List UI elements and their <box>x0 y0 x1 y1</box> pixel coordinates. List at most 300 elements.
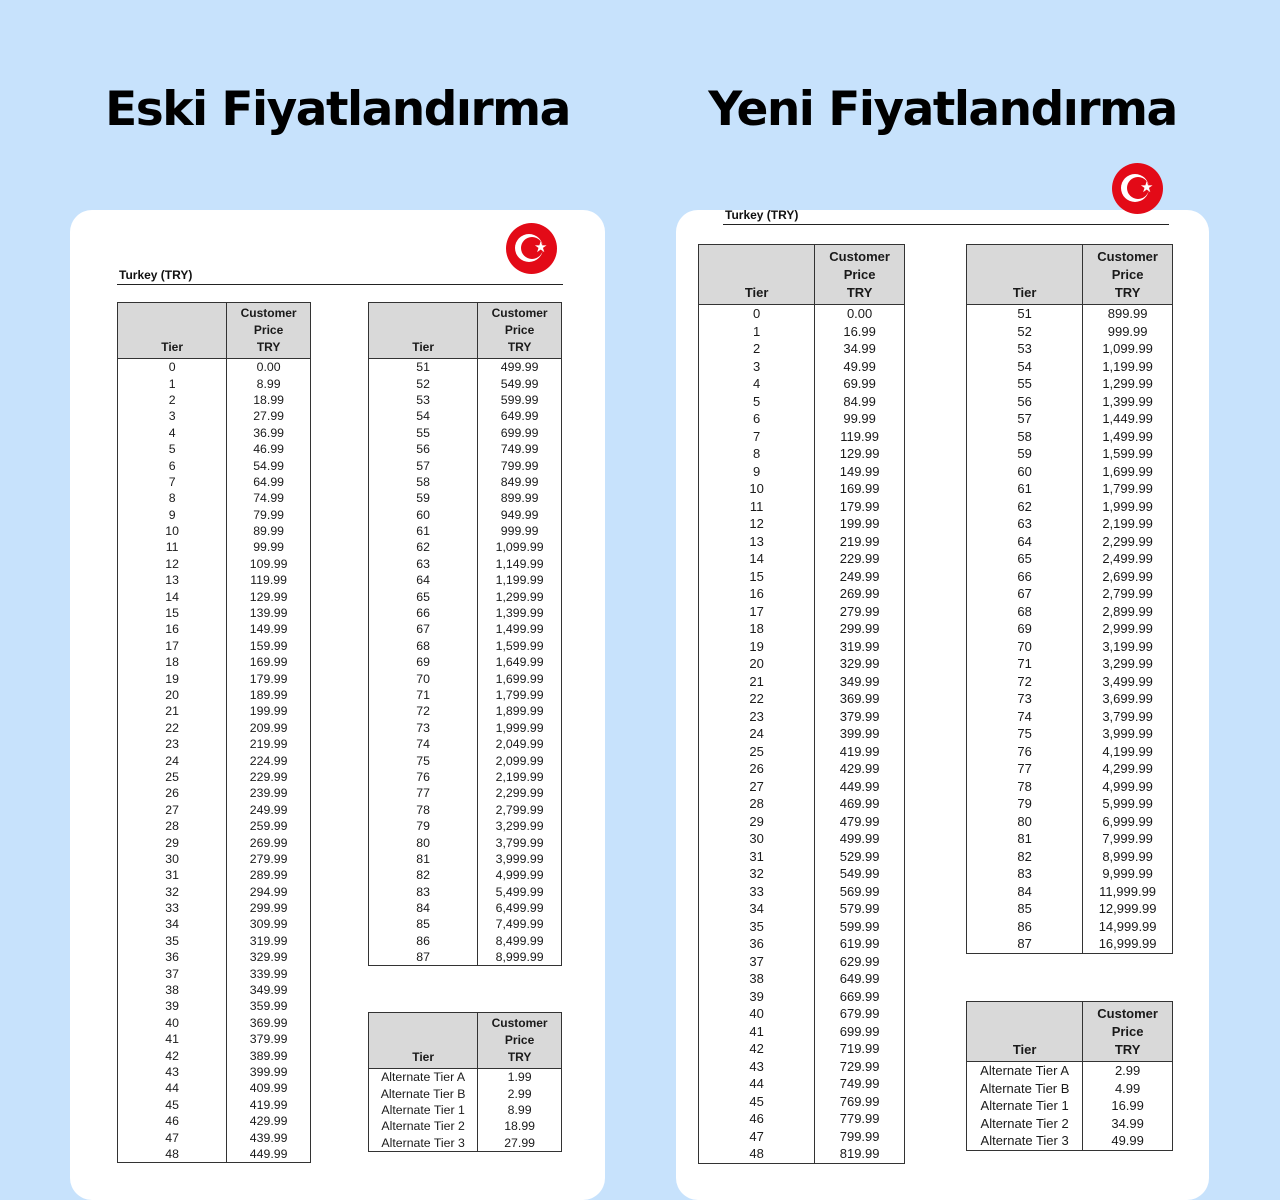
tier-cell: 85 <box>967 900 1083 918</box>
tier-column-header: Tier <box>967 1002 1083 1062</box>
table-row <box>967 393 1173 411</box>
tier-cell: 24 <box>118 752 227 768</box>
price-cell: 2,799.99 <box>478 802 562 818</box>
tier-cell: 8 <box>118 490 227 506</box>
price-cell: 599.99 <box>815 918 905 936</box>
table-row <box>967 883 1173 901</box>
tier-cell: 13 <box>118 572 227 588</box>
price-column-header: Customer Price TRY <box>227 303 311 359</box>
price-cell: 0.00 <box>227 359 311 376</box>
table-row <box>369 441 562 457</box>
table-row <box>699 305 905 323</box>
price-cell: 2,799.99 <box>1083 585 1173 603</box>
tier-cell: 79 <box>369 818 478 834</box>
table-row <box>369 605 562 621</box>
price-cell: 819.99 <box>815 1145 905 1163</box>
table-row <box>369 638 562 654</box>
tier-cell: 86 <box>967 918 1083 936</box>
table-row <box>118 441 311 457</box>
table-row <box>118 605 311 621</box>
table-row <box>369 687 562 703</box>
table-row <box>967 708 1173 726</box>
price-cell: 249.99 <box>227 802 311 818</box>
price-cell: 34.99 <box>815 340 905 358</box>
table-row <box>118 802 311 818</box>
price-cell: 84.99 <box>815 393 905 411</box>
table-row <box>118 933 311 949</box>
price-cell: 339.99 <box>227 965 311 981</box>
tier-cell: 31 <box>118 867 227 883</box>
tier-cell: 42 <box>118 1047 227 1063</box>
table-row <box>118 507 311 523</box>
table-row <box>699 375 905 393</box>
table-row <box>369 1085 562 1101</box>
tier-cell: 52 <box>967 323 1083 341</box>
table-row <box>699 935 905 953</box>
price-cell: 579.99 <box>815 900 905 918</box>
price-cell: 3,799.99 <box>1083 708 1173 726</box>
table-row <box>967 498 1173 516</box>
table-row <box>967 655 1173 673</box>
tier-cell: 23 <box>699 708 815 726</box>
price-cell: 619.99 <box>815 935 905 953</box>
tier-cell: 3 <box>699 358 815 376</box>
table-row <box>967 795 1173 813</box>
tier-cell: 54 <box>967 358 1083 376</box>
price-cell: 1,499.99 <box>478 621 562 637</box>
tier-cell: Alternate Tier 3 <box>967 1132 1083 1150</box>
tier-cell: 6 <box>699 410 815 428</box>
table-row <box>118 457 311 473</box>
price-cell: 229.99 <box>815 550 905 568</box>
table-row <box>699 603 905 621</box>
table-row <box>967 778 1173 796</box>
price-cell: 749.99 <box>478 441 562 457</box>
table-row <box>699 515 905 533</box>
table-row <box>699 428 905 446</box>
tier-cell: 39 <box>699 988 815 1006</box>
table-row <box>699 498 905 516</box>
tier-cell: 38 <box>699 970 815 988</box>
price-cell: 2,899.99 <box>1083 603 1173 621</box>
tier-cell: Alternate Tier B <box>967 1080 1083 1098</box>
table-row <box>699 585 905 603</box>
tier-cell: 42 <box>699 1040 815 1058</box>
tier-cell: 36 <box>118 949 227 965</box>
table-row <box>118 1064 311 1080</box>
price-cell: 649.99 <box>815 970 905 988</box>
tier-cell: 10 <box>699 480 815 498</box>
tier-cell: 72 <box>369 703 478 719</box>
table-row <box>699 883 905 901</box>
price-cell: 269.99 <box>815 585 905 603</box>
price-cell: 1,299.99 <box>1083 375 1173 393</box>
table-row <box>967 410 1173 428</box>
price-cell: 419.99 <box>815 743 905 761</box>
table-row <box>699 1023 905 1041</box>
tier-cell: 66 <box>967 568 1083 586</box>
tier-cell: 1 <box>118 375 227 391</box>
tier-cell: 44 <box>699 1075 815 1093</box>
table-row <box>967 515 1173 533</box>
price-cell: 549.99 <box>815 865 905 883</box>
price-cell: 289.99 <box>227 867 311 883</box>
price-cell: 319.99 <box>227 933 311 949</box>
price-cell: 239.99 <box>227 785 311 801</box>
tier-cell: 30 <box>699 830 815 848</box>
table-row <box>118 1129 311 1145</box>
price-cell: 6,999.99 <box>1083 813 1173 831</box>
table-row <box>967 1062 1173 1080</box>
price-cell: 349.99 <box>815 673 905 691</box>
tier-cell: 30 <box>118 851 227 867</box>
tier-cell: 72 <box>967 673 1083 691</box>
old-pricing-heading: Eski Fiyatlandırma <box>105 82 570 137</box>
table-row <box>369 720 562 736</box>
country-label: Turkey (TRY) <box>725 208 799 222</box>
price-cell: 7,999.99 <box>1083 830 1173 848</box>
price-cell: 64.99 <box>227 474 311 490</box>
table-row <box>699 795 905 813</box>
tier-cell: 15 <box>699 568 815 586</box>
table-row <box>699 1128 905 1146</box>
tier-cell: 70 <box>967 638 1083 656</box>
price-cell: 599.99 <box>478 392 562 408</box>
table-row <box>118 982 311 998</box>
tier-cell: 20 <box>699 655 815 673</box>
table-row <box>369 818 562 834</box>
price-cell: 99.99 <box>815 410 905 428</box>
table-row <box>967 550 1173 568</box>
tier-cell: 57 <box>967 410 1083 428</box>
table-row <box>967 358 1173 376</box>
tier-cell: 74 <box>967 708 1083 726</box>
tier-cell: 48 <box>699 1145 815 1163</box>
table-row <box>967 323 1173 341</box>
tier-cell: 68 <box>369 638 478 654</box>
table-row <box>699 445 905 463</box>
price-cell: 499.99 <box>815 830 905 848</box>
tier-cell: 5 <box>699 393 815 411</box>
tier-cell: 20 <box>118 687 227 703</box>
price-cell: 1,699.99 <box>478 670 562 686</box>
table-row <box>967 1132 1173 1150</box>
table-row <box>699 988 905 1006</box>
price-cell: 3,999.99 <box>1083 725 1173 743</box>
tier-cell: 45 <box>699 1093 815 1111</box>
tier-cell: 69 <box>967 620 1083 638</box>
tier-cell: 39 <box>118 998 227 1014</box>
price-cell: 2,999.99 <box>1083 620 1173 638</box>
price-cell: 1,449.99 <box>1083 410 1173 428</box>
price-cell: 54.99 <box>227 457 311 473</box>
tier-cell: 73 <box>967 690 1083 708</box>
price-cell: 769.99 <box>815 1093 905 1111</box>
tier-cell: 70 <box>369 670 478 686</box>
new-alternate-tier-table <box>966 1001 1173 1151</box>
table-row <box>118 1031 311 1047</box>
price-cell: 319.99 <box>815 638 905 656</box>
tier-cell: 69 <box>369 654 478 670</box>
price-cell: 219.99 <box>227 736 311 752</box>
price-cell: 399.99 <box>227 1064 311 1080</box>
price-cell: 549.99 <box>478 375 562 391</box>
tier-cell: Alternate Tier 2 <box>967 1115 1083 1133</box>
table-row <box>118 474 311 490</box>
tier-cell: 38 <box>118 982 227 998</box>
table-row <box>967 1097 1173 1115</box>
tier-cell: 77 <box>967 760 1083 778</box>
tier-cell: 84 <box>369 900 478 916</box>
table-row <box>699 673 905 691</box>
tier-cell: 28 <box>118 818 227 834</box>
price-cell: 799.99 <box>478 457 562 473</box>
tier-cell: 58 <box>967 428 1083 446</box>
price-cell: 99.99 <box>227 539 311 555</box>
table-row <box>699 1075 905 1093</box>
tier-cell: 12 <box>699 515 815 533</box>
tier-cell: 61 <box>967 480 1083 498</box>
price-cell: 18.99 <box>227 392 311 408</box>
tier-cell: 78 <box>967 778 1083 796</box>
table-row <box>967 585 1173 603</box>
tier-cell: 26 <box>118 785 227 801</box>
table-row <box>369 1118 562 1134</box>
table-row <box>967 865 1173 883</box>
table-row <box>699 1040 905 1058</box>
table-row <box>967 305 1173 323</box>
price-cell: 749.99 <box>815 1075 905 1093</box>
price-cell: 949.99 <box>478 507 562 523</box>
table-row <box>118 359 311 376</box>
price-cell: 8,999.99 <box>478 949 562 966</box>
tier-cell: 33 <box>699 883 815 901</box>
tier-cell: 27 <box>118 802 227 818</box>
price-cell: 14,999.99 <box>1083 918 1173 936</box>
price-cell: 9,999.99 <box>1083 865 1173 883</box>
price-cell: 1,499.99 <box>1083 428 1173 446</box>
tier-cell: 1 <box>699 323 815 341</box>
new-pricing-heading: Yeni Fiyatlandırma <box>708 82 1177 137</box>
table-row <box>118 785 311 801</box>
price-cell: 119.99 <box>815 428 905 446</box>
table-row <box>118 1015 311 1031</box>
table-row <box>967 603 1173 621</box>
price-cell: 179.99 <box>815 498 905 516</box>
tier-cell: 4 <box>118 425 227 441</box>
table-row <box>369 359 562 376</box>
tier-cell: 33 <box>118 900 227 916</box>
tier-cell: 16 <box>699 585 815 603</box>
price-column-header: Customer Price TRY <box>478 1013 562 1069</box>
price-cell: 2,049.99 <box>478 736 562 752</box>
tier-cell: 55 <box>967 375 1083 393</box>
tier-cell: 2 <box>699 340 815 358</box>
tier-cell: 62 <box>369 539 478 555</box>
tier-cell: 74 <box>369 736 478 752</box>
table-row <box>118 1097 311 1113</box>
price-column-header: Customer Price TRY <box>478 303 562 359</box>
table-row <box>699 953 905 971</box>
table-row <box>699 708 905 726</box>
table-row <box>369 1069 562 1086</box>
price-cell: 8,999.99 <box>1083 848 1173 866</box>
price-cell: 1,399.99 <box>1083 393 1173 411</box>
tier-cell: 87 <box>967 935 1083 953</box>
tier-cell: Alternate Tier 2 <box>369 1118 478 1134</box>
table-row <box>118 1047 311 1063</box>
table-row <box>967 1115 1173 1133</box>
price-cell: 2,199.99 <box>1083 515 1173 533</box>
price-cell: 149.99 <box>227 621 311 637</box>
price-cell: 1,649.99 <box>478 654 562 670</box>
price-cell: 259.99 <box>227 818 311 834</box>
price-cell: 649.99 <box>478 408 562 424</box>
price-cell: 629.99 <box>815 953 905 971</box>
price-cell: 799.99 <box>815 1128 905 1146</box>
price-cell: 27.99 <box>478 1135 562 1152</box>
price-cell: 699.99 <box>478 425 562 441</box>
tier-cell: 21 <box>699 673 815 691</box>
old-high-tier-table <box>368 302 562 966</box>
tier-cell: 62 <box>967 498 1083 516</box>
table-row <box>118 670 311 686</box>
tier-cell: 83 <box>369 884 478 900</box>
price-cell: 469.99 <box>815 795 905 813</box>
tier-cell: 60 <box>967 463 1083 481</box>
price-cell: 179.99 <box>227 670 311 686</box>
table-row <box>699 918 905 936</box>
tier-cell: 36 <box>699 935 815 953</box>
price-cell: 8,499.99 <box>478 933 562 949</box>
tier-cell: 13 <box>699 533 815 551</box>
tier-cell: 14 <box>699 550 815 568</box>
price-cell: 7,499.99 <box>478 916 562 932</box>
table-row <box>369 621 562 637</box>
price-cell: 439.99 <box>227 1129 311 1145</box>
tier-cell: 32 <box>699 865 815 883</box>
table-row <box>699 1145 905 1163</box>
tier-cell: 78 <box>369 802 478 818</box>
tier-cell: 47 <box>699 1128 815 1146</box>
table-row <box>369 408 562 424</box>
table-row <box>118 392 311 408</box>
price-cell: 1,999.99 <box>1083 498 1173 516</box>
tier-cell: 11 <box>118 539 227 555</box>
price-cell: 2,099.99 <box>478 752 562 768</box>
price-cell: 899.99 <box>478 490 562 506</box>
price-column-header: Customer Price TRY <box>815 245 905 305</box>
table-row <box>118 703 311 719</box>
price-cell: 1,599.99 <box>478 638 562 654</box>
table-row <box>699 760 905 778</box>
price-cell: 169.99 <box>815 480 905 498</box>
table-row <box>118 884 311 900</box>
table-row <box>369 670 562 686</box>
price-cell: 49.99 <box>1083 1132 1173 1150</box>
price-cell: 499.99 <box>478 359 562 376</box>
price-cell: 699.99 <box>815 1023 905 1041</box>
table-row <box>699 463 905 481</box>
price-cell: 429.99 <box>227 1113 311 1129</box>
tier-cell: Alternate Tier 1 <box>369 1102 478 1118</box>
price-cell: 249.99 <box>815 568 905 586</box>
price-cell: 1,199.99 <box>1083 358 1173 376</box>
tier-cell: 40 <box>699 1005 815 1023</box>
table-row <box>118 965 311 981</box>
price-cell: 719.99 <box>815 1040 905 1058</box>
table-row <box>967 568 1173 586</box>
table-row <box>967 760 1173 778</box>
table-row <box>369 785 562 801</box>
tier-cell: 56 <box>967 393 1083 411</box>
tier-cell: 75 <box>967 725 1083 743</box>
table-row <box>369 752 562 768</box>
price-cell: 5,999.99 <box>1083 795 1173 813</box>
table-row <box>967 690 1173 708</box>
tier-cell: 53 <box>967 340 1083 358</box>
table-row <box>699 743 905 761</box>
price-cell: 16,999.99 <box>1083 935 1173 953</box>
table-row <box>699 550 905 568</box>
table-row <box>699 638 905 656</box>
price-cell: 679.99 <box>815 1005 905 1023</box>
tier-cell: 59 <box>369 490 478 506</box>
tier-cell: 34 <box>118 916 227 932</box>
table-row <box>369 949 562 966</box>
header-rule <box>723 224 1169 225</box>
tier-cell: 27 <box>699 778 815 796</box>
price-cell: 3,199.99 <box>1083 638 1173 656</box>
price-cell: 229.99 <box>227 769 311 785</box>
price-cell: 369.99 <box>227 1015 311 1031</box>
table-row <box>118 654 311 670</box>
tier-cell: 43 <box>118 1064 227 1080</box>
price-cell: 2.99 <box>1083 1062 1173 1080</box>
price-cell: 69.99 <box>815 375 905 393</box>
tier-cell: 29 <box>699 813 815 831</box>
table-row <box>118 539 311 555</box>
price-cell: 1,599.99 <box>1083 445 1173 463</box>
tier-cell: 46 <box>699 1110 815 1128</box>
price-cell: 189.99 <box>227 687 311 703</box>
tier-cell: 17 <box>699 603 815 621</box>
tier-cell: 35 <box>699 918 815 936</box>
table-row <box>699 725 905 743</box>
table-row <box>369 851 562 867</box>
tier-cell: 15 <box>118 605 227 621</box>
tier-cell: 67 <box>967 585 1083 603</box>
tier-cell: 24 <box>699 725 815 743</box>
tier-cell: 55 <box>369 425 478 441</box>
price-cell: 149.99 <box>815 463 905 481</box>
table-row <box>699 480 905 498</box>
price-cell: 279.99 <box>815 603 905 621</box>
table-row <box>699 410 905 428</box>
table-row <box>369 572 562 588</box>
table-row <box>369 916 562 932</box>
table-row <box>967 743 1173 761</box>
price-cell: 4,299.99 <box>1083 760 1173 778</box>
price-cell: 8.99 <box>227 375 311 391</box>
table-row <box>369 392 562 408</box>
country-label: Turkey (TRY) <box>119 268 193 282</box>
table-row <box>967 480 1173 498</box>
price-cell: 2.99 <box>478 1085 562 1101</box>
table-row <box>699 813 905 831</box>
table-row <box>699 690 905 708</box>
price-cell: 49.99 <box>815 358 905 376</box>
